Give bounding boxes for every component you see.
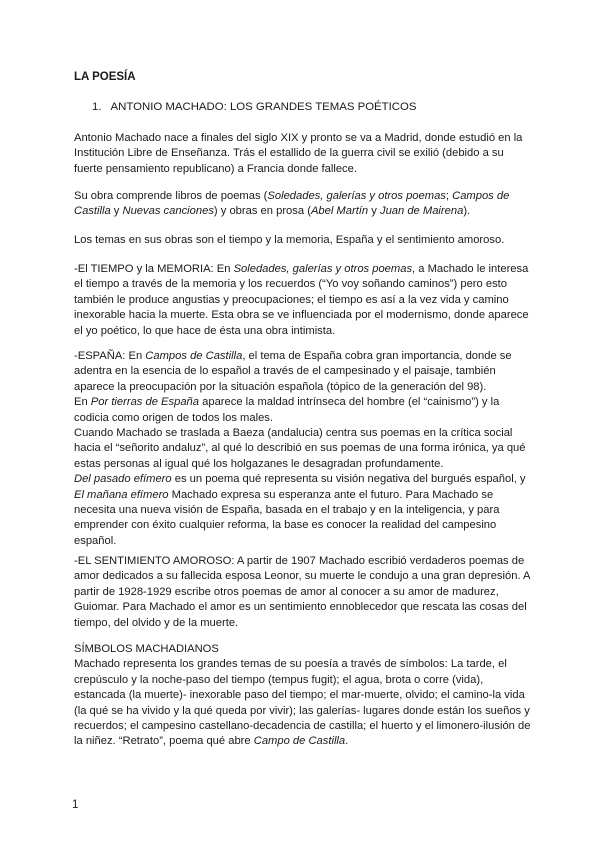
- book-title: Soledades, galerías y otros poemas: [233, 263, 413, 275]
- section-number: 1.: [92, 101, 102, 113]
- paragraph-symbols: [74, 642, 534, 750]
- text-run: aparece la maldad intrínseca del hombre (el “cainismo”) y la codicia como origen de todos los males.: [74, 396, 500, 424]
- text-run: y: [110, 205, 123, 218]
- text-run: -El TIEMPO y la MEMORIA: En: [74, 263, 234, 275]
- text-run: ;: [445, 190, 453, 202]
- text-run: , el tema de España cobra gran importancia, donde se adentra en la esencia de lo español a través de el campesinado y el paisaje, también aparece la preocupación por la situación española (tópico de la generación del 98).: [74, 350, 512, 393]
- symbols-body: [74, 657, 534, 749]
- text-run: , a Machado le interesa el tiempo a través de la memoria y los recuerdos (“Yo voy soñando caminos”) pero esto también le produce angustias y preocupaciones; el tiempo es así a la vez vida y camino inexorable hacia la muerte. Esta obra se ve influenciada por el modernismo, donde aparece el yo poético, lo que hace de ésta una obra intimista.: [74, 263, 529, 337]
- paragraph-themes: Los temas en sus obras son el tiempo y la memoria, España y el sentimiento amoroso.: [74, 234, 505, 246]
- book-title: Campos de Castilla: [145, 350, 243, 362]
- page-number: 1: [72, 799, 79, 811]
- text-run: es un poema qué representa su visión negativa del burgués español, y: [171, 473, 526, 486]
- text-run: .: [345, 735, 349, 748]
- section-title: ANTONIO MACHADO: LOS GRANDES TEMAS POÉTICOS: [110, 101, 417, 113]
- text-run: Machado representa los grandes temas de su poesía a través de símbolos: La tarde, el crepúsculo y la noche-paso del tiempo (tempus fugit); el agua, brota o corre (vida), estancada (la muerte)- inexorable paso del tiempo; el mar-muerte, olvido; el camino-la vida (la qué se ha vivido y la qué queda por vivir); las galerías- lugares donde están los sueños y recuerdos; el campesino castellano-decadencia de castilla; el huerto y el limonero-ilusión de la niñez. “Retrato”, poema qué abre: [74, 658, 531, 748]
- text-run: ).: [463, 205, 471, 218]
- book-title: Campos de Castilla: [74, 190, 510, 218]
- spain-line-3: Cuando Machado se traslada a Baeza (andalucia) centra sus poemas en la crítica social hacia el “señorito andaluz”, al qué lo describió en sus poemas de una forma irónica, ya qué estas personas al igual qué los holgazanes le desagradan profundamente.: [74, 427, 526, 470]
- paragraph-love: -EL SENTIMIENTO AMOROSO: A partir de 1907 Machado escribió verdaderos poemas de amor dedicados a su fallecida esposa Leonor, su muerte le condujo a una gran depresión. A partir de 1928-1929 escribe otros poemas de amor al conocer a su amor de madurez, Guiomar. Para Machado el amor es un sentimiento ennoblecedor que rescata las cosas del tiempo, del olvido y de la muerte.: [74, 555, 530, 629]
- text-run: ) y obras en prosa (: [213, 205, 311, 218]
- spain-line-2: [74, 395, 534, 426]
- poem-title: El mañana efímero: [74, 488, 169, 501]
- paragraph-spain: [74, 349, 534, 549]
- page-title: LA POESÍA: [74, 71, 136, 83]
- text-run: -ESPAÑA: En: [74, 350, 146, 362]
- paragraph-works: [74, 189, 534, 220]
- paragraph-time-memory: [74, 262, 534, 339]
- section-heading: [92, 100, 512, 115]
- book-title: Juan de Mairena: [379, 205, 464, 218]
- poem-title: Del pasado efímero: [74, 473, 172, 486]
- symbols-heading: SÍMBOLOS MACHADIANOS: [74, 643, 219, 655]
- book-title: Campo de Castilla: [253, 735, 346, 748]
- book-title: Por tierras de España: [90, 396, 200, 409]
- book-title: Nuevas canciones: [122, 205, 214, 218]
- paragraph-biography: Antonio Machado nace a finales del siglo XIX y pronto se va a Madrid, donde estudió en la Institución Libre de Enseñanza. Trás el estallido de la guerra civil se exilió (debido a su fuerte pensamiento republicano) a Francia donde fallece.: [74, 132, 523, 175]
- book-title: Soledades, galerías y otros poemas: [267, 190, 446, 202]
- text-run: y: [368, 205, 380, 218]
- text-run: En: [74, 396, 91, 409]
- spain-line-4: [74, 472, 534, 549]
- spain-line-1: [74, 349, 534, 395]
- text-run: Machado expresa su esperanza ante el futuro. Para Machado se necesita una nueva visión de España, basada en el trabajo y en la inteligencia, y para emprender con éxito cualquier reforma, la base es conocer la realidad del campesino español.: [74, 488, 500, 547]
- text-run: Su obra comprende libros de poemas (: [74, 190, 268, 202]
- book-title: Abel Martín: [310, 205, 369, 218]
